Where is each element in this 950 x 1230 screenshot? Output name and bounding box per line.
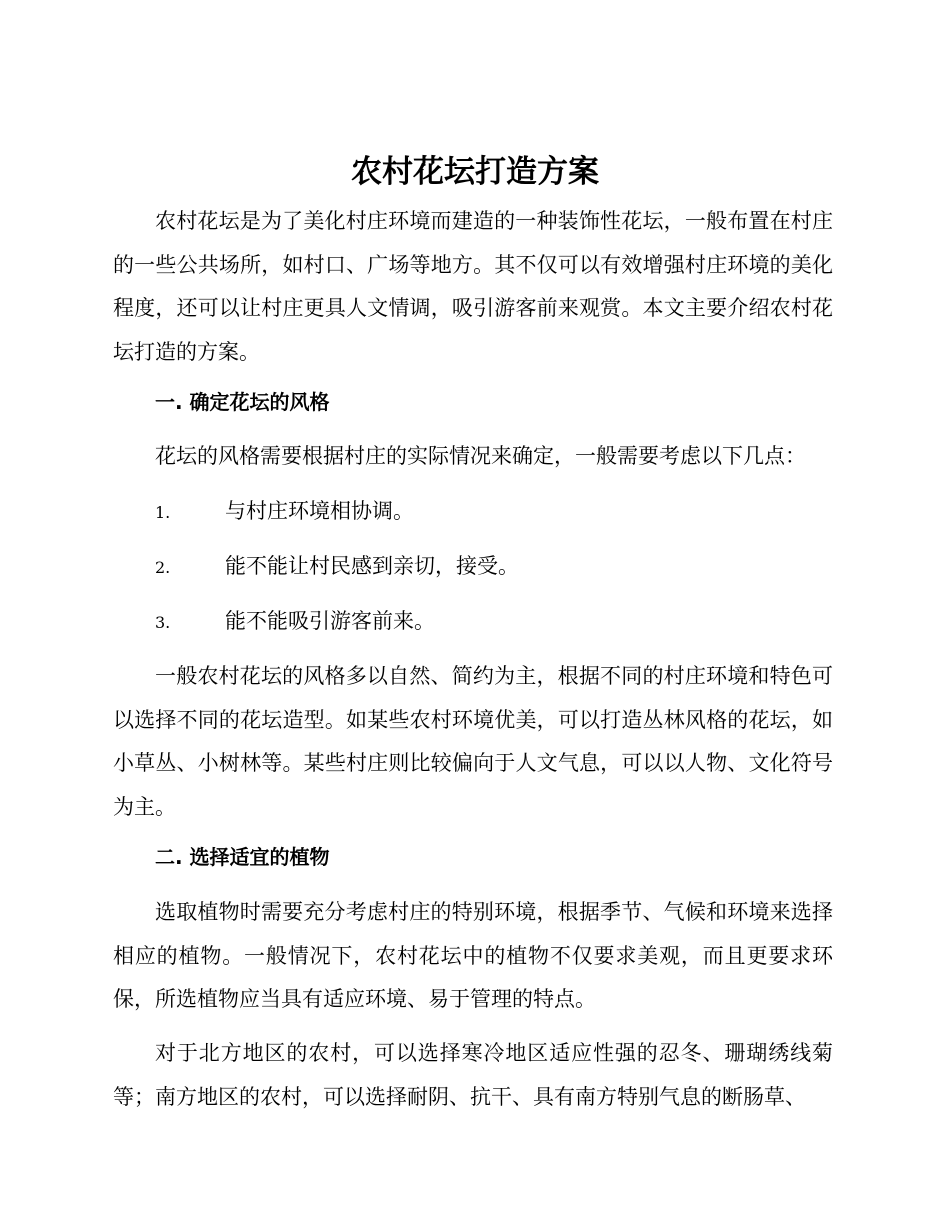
- list-text: 与村庄环境相协调。: [225, 499, 414, 523]
- list-item: [155, 606, 775, 638]
- list-item: [155, 496, 775, 528]
- list-number: 3.: [155, 613, 171, 632]
- style-lead-paragraph: 花坛的风格需要根据村庄的实际情况来确定，一般需要考虑以下几点：: [155, 444, 806, 468]
- list-text: 能不能吸引游客前来。: [225, 609, 435, 633]
- section-heading-plants: 二. 选择适宜的植物: [155, 845, 330, 869]
- list-item: [155, 551, 775, 583]
- document-title: 农村花坛打造方案: [351, 154, 599, 190]
- intro-paragraph: 农村花坛是为了美化村庄环境而建造的一种装饰性花坛，一般布置在村庄的一些公共场所，如村口、广场等地方。其不仅可以有效增强村庄环境的美化程度，还可以让村庄更具人文情调，吸引游客前来观赏。本文主要介绍农村花坛打造的方案。: [113, 209, 833, 364]
- style-body-paragraph: 一般农村花坛的风格多以自然、简约为主，根据不同的村庄环境和特色可以选择不同的花坛造型。如某些农村环境优美，可以打造丛林风格的花坛，如小草丛、小树林等。某些村庄则比较偏向于人文气息，可以以人物、文化符号为主。: [113, 664, 833, 819]
- list-number: 1.: [155, 503, 171, 522]
- list-number: 2.: [155, 558, 171, 577]
- plants-paragraph-1: 选取植物时需要充分考虑村庄的特别环境，根据季节、气候和环境来选择相应的植物。一般情况下，农村花坛中的植物不仅要求美观，而且更要求环保，所选植物应当具有适应环境、易于管理的特点。: [113, 900, 833, 1011]
- list-text: 能不能让村民感到亲切，接受。: [225, 554, 519, 578]
- plants-paragraph-2: 对于北方地区的农村，可以选择寒冷地区适应性强的忍冬、珊瑚绣线菊等；南方地区的农村，可以选择耐阴、抗干、具有南方特别气息的断肠草、: [113, 1041, 833, 1109]
- section-heading-style: 一. 确定花坛的风格: [155, 390, 330, 414]
